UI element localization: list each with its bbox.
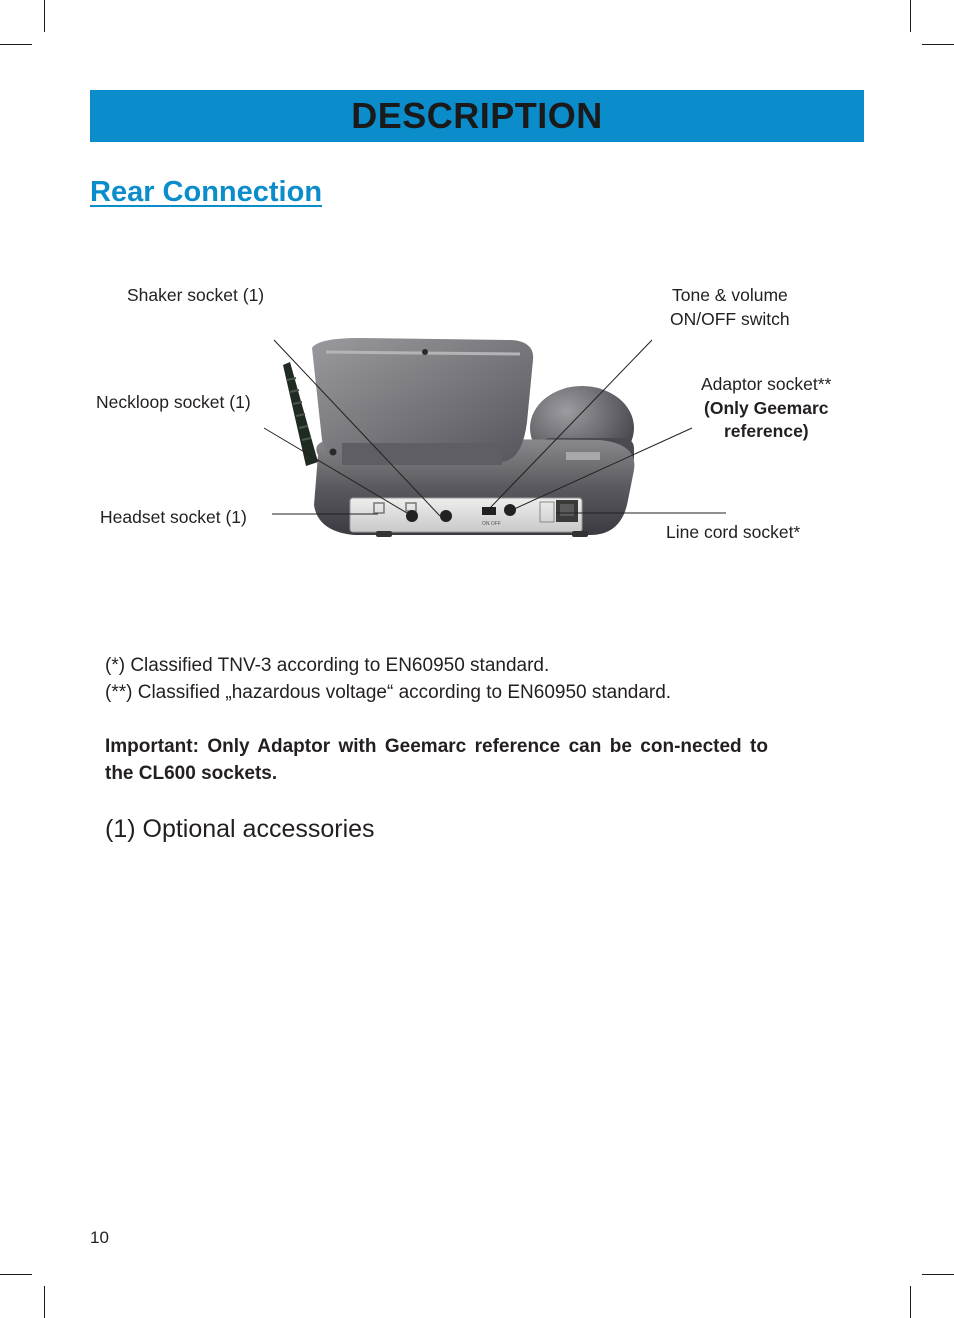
label-onoff-switch: ON/OFF switch [670,309,790,329]
label-adaptor-socket: Adaptor socket** [701,374,832,394]
section-heading: Rear Connection [90,176,323,208]
label-adaptor-reference: reference) [724,421,809,441]
neckloop-socket-jack [440,510,452,522]
adaptor-socket-jack [504,504,516,516]
page-number: 10 [90,1228,109,1247]
label-neckloop-socket: Neckloop socket (1) [96,392,251,412]
label-shaker-socket: Shaker socket (1) [127,285,265,305]
svg-text:ON OFF: ON OFF [482,521,501,527]
crop-mark [922,1274,954,1275]
label-adaptor-geemarc: (Only Geemarc [704,398,829,418]
crop-mark [910,1286,911,1318]
page-title: DESCRIPTION [351,95,603,136]
connector-panel [350,498,582,532]
label-line-cord-socket: Line cord socket* [666,522,801,542]
footnote-tnv3: (*) Classified TNV-3 according to EN60950 standard. [105,655,550,676]
optional-accessories-note: (1) Optional accessories [105,815,375,843]
label-tone-volume: Tone & volume [672,285,788,305]
footnotes [105,652,805,706]
tone-switch [482,507,496,515]
crop-mark [0,1274,32,1275]
crop-mark [44,1286,45,1318]
label-headset-socket: Headset socket (1) [100,507,247,527]
important-notice: Important: Only Adaptor with Geemarc reference can be con-nected to the CL600 sockets. [105,736,768,784]
footnote-hazardous: (**) Classified „hazardous voltage“ according to EN60950 standard. [105,682,672,703]
